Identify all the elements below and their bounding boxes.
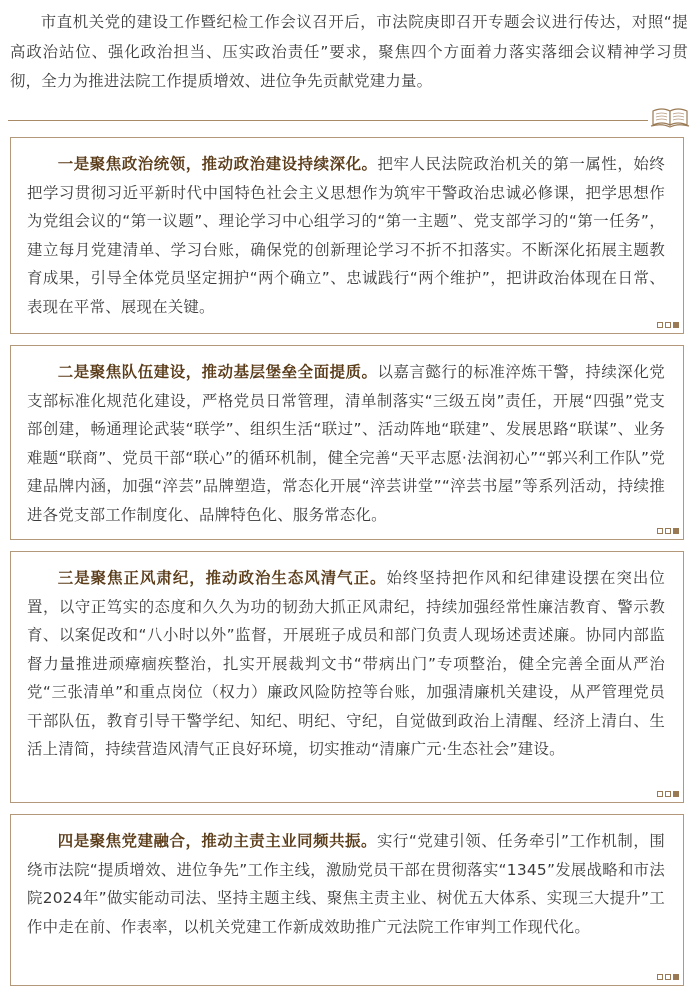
card-paragraph: [11, 827, 683, 941]
point-card-1: [10, 137, 684, 334]
card-body: 以嘉言懿行的标准淬炼干警，持续深化党支部标准化规范化建设，严格党员日常管理，清单制落实“三级五岗”责任，开展“四强”党支部创建，畅通理论武装“联学”、组织生活“联过”、活动阵地“联建”、发展思路“联谋”、业务难题“联商”、党员干部“联心”的循环机制，健全完善“天平志愿·法润初心”“郭兴利工作队”党建品牌内涵，加强“淬芸”品牌塑造，常态化开展“淬芸讲堂”“淬芸书屋”等系列活动，持续推进各党支部工作制度化、品牌特色化、服务常态化。: [27, 363, 665, 524]
card-heading: 三是聚焦正风肃纪，推动政治生态风清气正。: [57, 569, 387, 587]
point-card-3: [10, 551, 684, 803]
card-body: 实行“党建引领、任务牵引”工作机制，围绕市法院“提质增效、进位争先”工作主线，激励党员干部在贯彻落实“1345”发展战略和市法院2024年”做实能动司法、坚持主题主线、聚焦主责主业、树优五大体系、实现三大提升”工作中走在前、作表率，以机关党建工作新成效助推广元法院工作审判工作现代化。: [27, 832, 665, 936]
three-squares-icon: [657, 322, 679, 328]
card-body: 始终坚持把作风和纪律建设摆在突出位置，以守正笃实的态度和久久为功的韧劲大抓正风肃纪，持续加强经常性廉洁教育、警示教育、以案促改和“八小时以外”监督，开展班子成员和部门负责人现场述责述廉。协同内部监督力量推进顽瘴痼疾整治，扎实开展裁判文书“带病出门”专项整治，健全完善全面从严治党“三张清单”和重点岗位（权力）廉政风险防控等台账，加强清廉机关建设，从严管理党员干部队伍，教育引导干警学纪、知纪、明纪、守纪，自觉做到政治上清醒、经济上清白、生活上清简，持续营造风清气正良好环境，切实推动“清廉广元·生态社会”建设。: [27, 569, 665, 758]
three-squares-icon: [657, 791, 679, 797]
card-heading: 二是聚焦队伍建设，推动基层堡垒全面提质。: [57, 363, 378, 381]
point-card-4: [10, 814, 684, 986]
card-paragraph: [11, 564, 683, 764]
card-heading: 四是聚焦党建融合，推动主责主业同频共振。: [57, 832, 377, 850]
point-card-2: [10, 345, 684, 540]
open-book-icon: [650, 105, 690, 129]
card-paragraph: [11, 358, 683, 529]
card-body: 把牢人民法院政治机关的第一属性，始终把学习贯彻习近平新时代中国特色社会主义思想作为筑牢干警政治忠诚必修课，把学思想作为党组会议的“第一议题”、理论学习中心组学习的“第一主题”、党支部学习的“第一任务”，建立每月党建清单、学习台账，确保党的创新理论学习不折不扣落实。不断深化拓展主题教育成果，引导全体党员坚定拥护“两个确立”、忠诚践行“两个维护”，把讲政治体现在日常、表现在平常、展现在关键。: [27, 155, 665, 316]
divider-line: [8, 120, 648, 121]
card-paragraph: [11, 150, 683, 321]
intro-paragraph: 市直机关党的建设工作暨纪检工作会议召开后，市法院庚即召开专题会议进行传达，对照“提高政治站位、强化政治担当、压实政治责任”要求，聚焦四个方面着力落实落细会议精神学习贯彻，全力为推进法院工作提质增效、进位争先贡献党建力量。: [10, 13, 688, 90]
three-squares-icon: [657, 528, 679, 534]
card-heading: 一是聚焦政治统领，推动政治建设持续深化。: [57, 155, 378, 173]
three-squares-icon: [657, 974, 679, 980]
